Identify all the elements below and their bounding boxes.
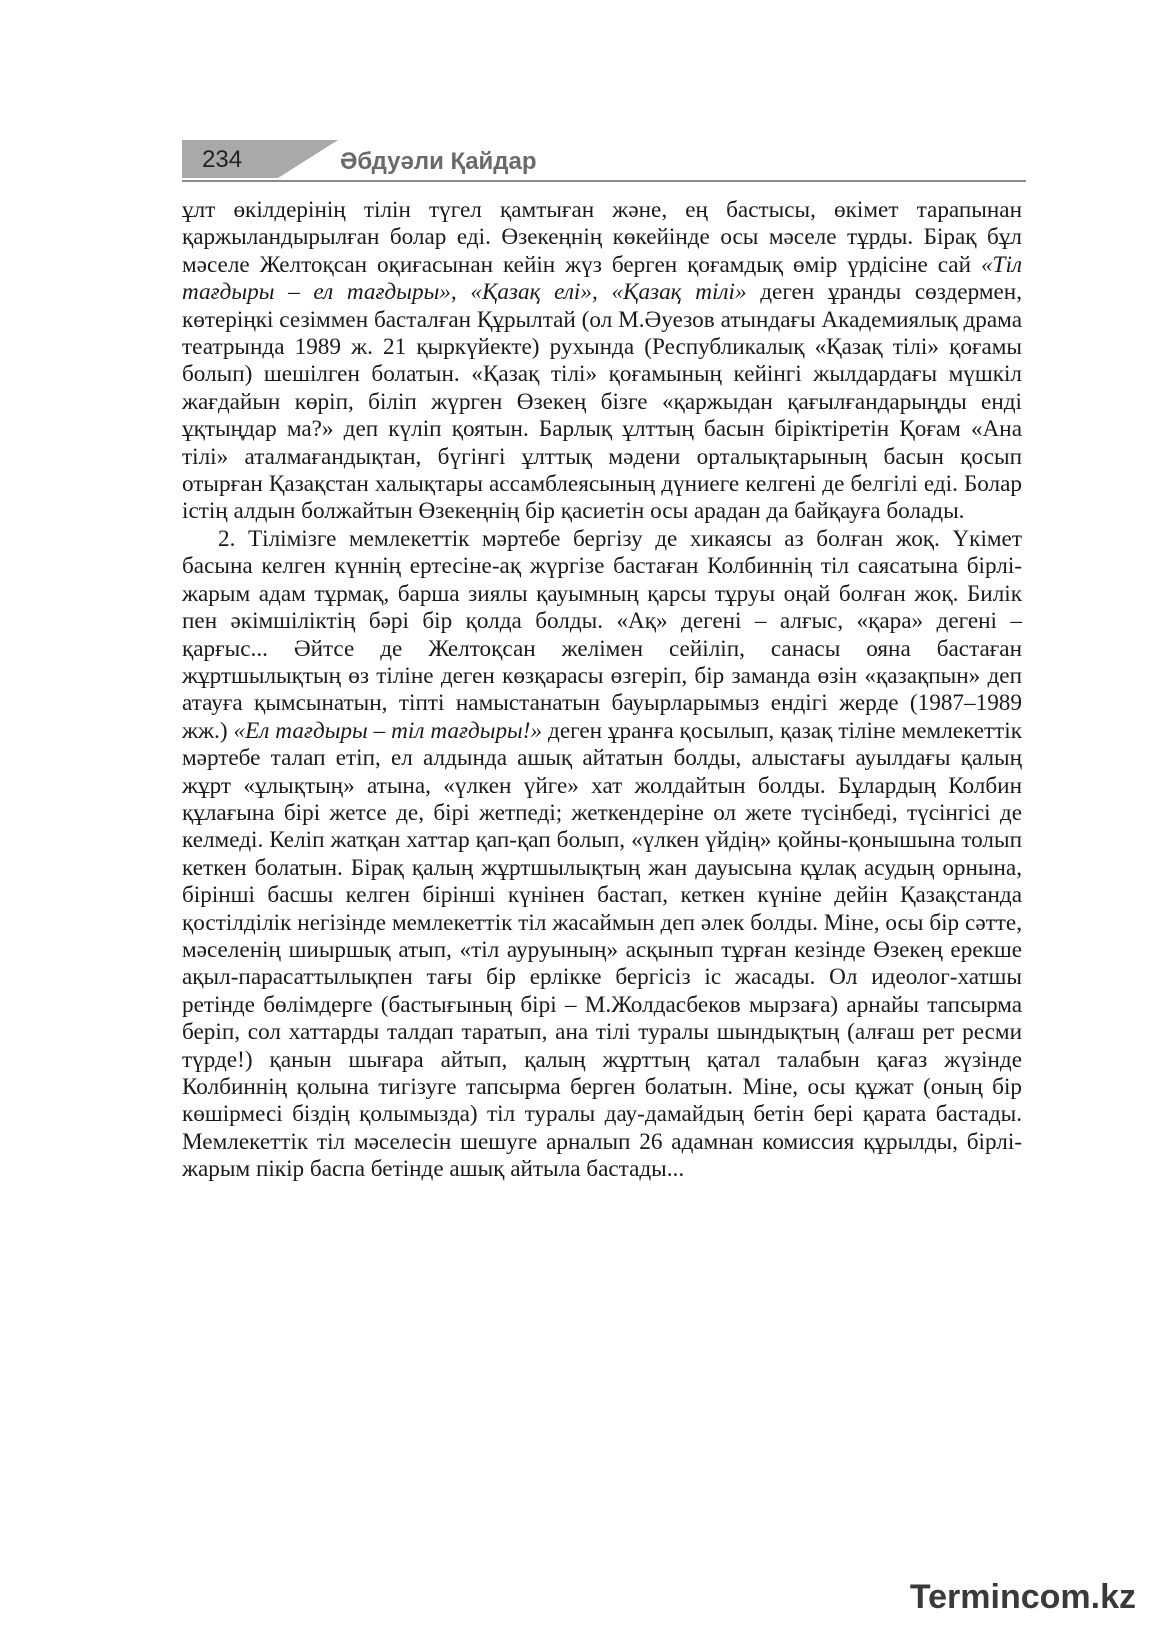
paragraph-1-italic-slogans: «Тіл тағдыры – ел тағдыры», «Қазақ елі», «Қазақ тілі» — [182, 251, 1022, 306]
paragraph-2-text-a: 2. Тілімізге мемлекеттік мәртебе бергізу де хикаясы аз болған жоқ. Үкімет басына келген күннің ертесіне-ақ жүргізе бастаған Колбиннің тіл саясатына бірлі-жарым адам тұрмақ, барша зиялы қауымның қарсы тұруы оңай болған жоқ. Билік пен әкімшіліктің бәрі бір қолда болды. «Ақ» дегені – алғыс, «қара» дегені – қарғыс... Әйтсе де Желтоқсан желімен сейіліп, санасы ояна бастаған жұртшылықтың өз тіліне деген көзқарасы өзгеріп, бір заманда өзін «қазақпын» деп атауға қымсынатын, тіпті намыстанатын бауырларымыз ендігі жерде (1987–1989 жж.) — [182, 525, 1022, 744]
paragraph-1-text-b: деген ұранды сөздермен, көтеріңкі сезіммен басталған Құрылтай (ол М.Әуезов атындағы Академиялық драма театрында 1989 ж. 21 қыркүйекте) рухында (Республикалық «Қазақ тілі» қоғамы болып) шешілген болатын. «Қазақ тілі» қоғамының кейінгі жылдардағы мүшкіл жағдайын көріп, біліп жүрген Өзекең бізге «қаржыдан қағылғандарыңды енді ұқтыңдар ма?» деп күліп қоятын. Барлық ұлттың басын біріктіретін Қоғам «Ана тілі» аталмағандықтан, бүгінгі ұлттық мәдени орталықтарының басын қосып отырған Қазақстан халықтары ассамблеясының дүниеге келгені де белгілі еді. Болар істің алдын болжайтын Өзекеңнің бір қасиетін осы арадан да байқауға болады. — [182, 279, 1022, 525]
page-number-tab-arrow — [278, 140, 338, 178]
body-text — [182, 197, 1022, 1184]
paragraph-2 — [182, 526, 1022, 1184]
site-watermark: Termincom.kz — [909, 1578, 1136, 1616]
paragraph-1-text-a: ұлт өкілдерінің тілін түгел қамтыған және, ең бастысы, өкімет тарапынан қаржыландырылған болар еді. Өзекеңнің көкейінде осы мәселе тұрды. Бірақ бұл мәселе Желтоқсан оқиғасынан кейін жүз берген қоғамдық өмір үрдісіне сай — [182, 197, 1022, 278]
paragraph-1 — [182, 197, 1022, 526]
page-number: 234 — [202, 146, 243, 173]
header-author: Әбдуәли Қайдар — [340, 148, 537, 175]
running-header — [182, 136, 1026, 186]
paragraph-2-text-b: деген ұранға қосылып, қазақ тіліне мемлекеттік мәртебе талап етіп, ел алдында ашық айтатын болды, алыстағы ауылдағы қалың жұрт «ұлықтың» атына, «үлкен үйге» хат жолдайтын болды. Бұлардың Колбин құлағына бірі жетсе де, бірі жетпеді; жеткендеріне ол жете түсінбеді, түсінгісі де келмеді. Келіп жатқан хаттар қап-қап болып, «үлкен үйдің» қойны-қонышына толып кеткен болатын. Бірақ қалың жұртшылықтың жан дауысына құлақ асудың орнына, бірінші басшы келген бірінші күнінен бастап, кеткен күніне дейін Қазақстанда қостілділік негізінде мемлекеттік тіл жасаймын деп әлек болды. Міне, осы бір сәтте, мәселенің шиыршық атып, «тіл ауруының» асқынып тұрған кезінде Өзекең ерекше ақыл-парасаттылықпен тағы бір ерлікке бергісіз іс жасады. Ол идеолог-хатшы ретінде бөлімдерге (бастығының бірі – М.Жолдасбеков мырзаға) арнайы тапсырма беріп, сол хаттарды талдап таратып, ана тілі туралы шындықтың (алғаш рет ресми түрде!) қанын шығара айтып, қалың жұрттың қатал талабын қағаз жүзінде Колбиннің қолына тигізуге тапсырма берген болатын. Міне, осы құжат (оның бір көшірмесі біздің қолымызда) тіл туралы дау-дамайдың бетін бері қарата бастады. Мемлекеттік тіл мәселесін шешуге арналып 26 адамнан комиссия құрылды, бірлі-жарым пікір баспа бетінде ашық айтыла бастады... — [182, 717, 1023, 1183]
header-rule — [182, 180, 1026, 182]
paragraph-2-italic-slogan: «Ел тағдыры – тіл тағдыры!» — [233, 717, 543, 744]
